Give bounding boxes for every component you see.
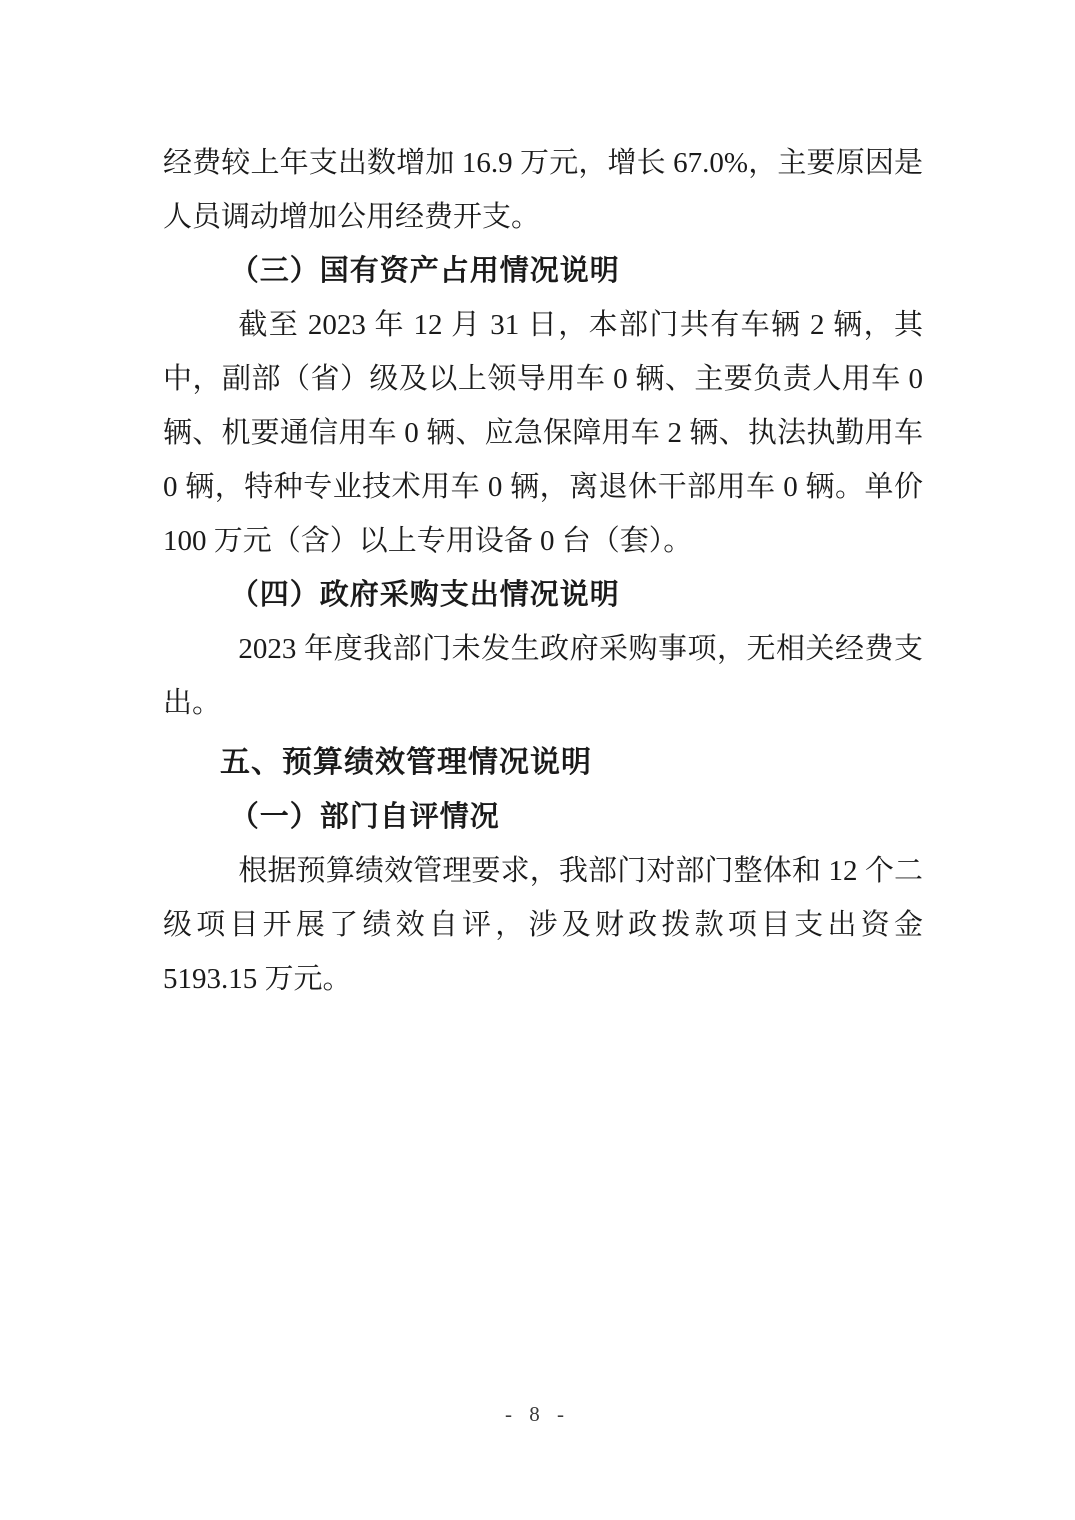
section-heading-level2: （一）部门自评情况 bbox=[229, 801, 500, 833]
paragraph: 根据预算绩效管理要求，我部门对部门整体和 12 个二级项目开展了绩效自评，涉及财政拨款项目支出资金 5193.15 万元。 bbox=[163, 855, 923, 995]
section-heading-level2: （三）国有资产占用情况说明 bbox=[229, 255, 620, 287]
paragraph: 截至 2023 年 12 月 31 日，本部门共有车辆 2 辆，其中，副部（省）级及以上领导用车 0 辆、主要负责人用车 0 辆、机要通信用车 0 辆、应急保障用车 2 辆、执法执勤用车 0 辆，特种专业技术用车 0 辆，离退休干部用车 0 辆。单价 100 万元（含）以上专用设备 0 台（套）。 bbox=[163, 309, 923, 557]
page-footer bbox=[0, 1402, 1075, 1427]
paragraph: 经费较上年支出数增加 16.9 万元，增长 67.0%，主要原因是人员调动增加公用经费开支。 bbox=[163, 147, 923, 233]
section-heading-level2: （四）政府采购支出情况说明 bbox=[229, 579, 620, 611]
page-number: - 8 - bbox=[505, 1402, 570, 1426]
paragraph: 2023 年度我部门未发生政府采购事项，无相关经费支出。 bbox=[163, 633, 923, 719]
section-heading-level1: 五、预算绩效管理情况说明 bbox=[220, 746, 592, 779]
document-body bbox=[163, 136, 923, 1006]
